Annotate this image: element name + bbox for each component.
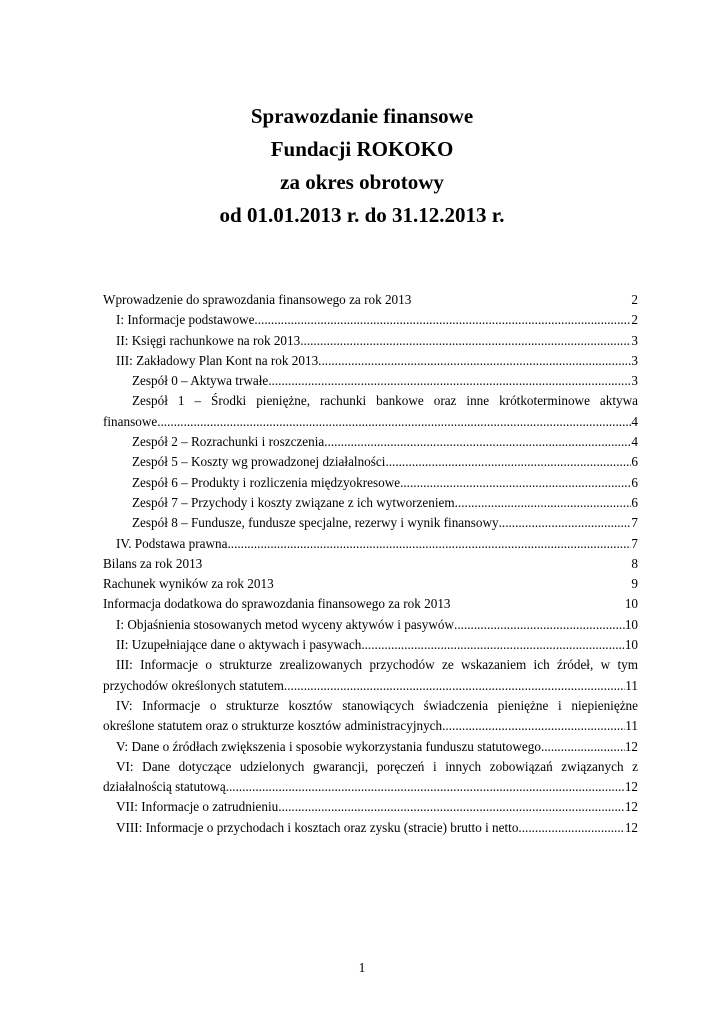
toc-leader bbox=[324, 432, 631, 452]
toc-entry-page: 11 bbox=[625, 677, 638, 693]
toc-entry-title-cont: działalnością statutową bbox=[103, 779, 226, 795]
title-line-4: od 01.01.2013 r. do 31.12.2013 r. bbox=[219, 203, 505, 227]
toc-entry-page: 3 bbox=[631, 332, 638, 348]
toc-entry[interactable] bbox=[103, 391, 638, 432]
toc-leader bbox=[442, 716, 625, 736]
toc-entry-title: II: Księgi rachunkowe na rok 2013 bbox=[116, 332, 301, 348]
toc-entry[interactable] bbox=[103, 554, 638, 574]
toc-entry-page: 10 bbox=[624, 616, 638, 632]
toc-leader bbox=[157, 412, 631, 432]
toc-entry-title: Zespół 5 – Koszty wg prowadzonej działalności bbox=[132, 454, 386, 470]
toc-leader bbox=[226, 777, 625, 797]
toc-entry-page: 12 bbox=[624, 799, 638, 815]
toc-entry[interactable] bbox=[103, 452, 638, 472]
toc-entry-page: 7 bbox=[631, 535, 638, 551]
toc-entry[interactable] bbox=[103, 290, 638, 310]
toc-entry-title: I: Informacje podstawowe bbox=[116, 312, 255, 328]
toc-leader bbox=[284, 676, 625, 696]
toc-leader bbox=[300, 331, 631, 351]
page-number: 1 bbox=[358, 960, 366, 975]
title-line-1: Sprawozdanie finansowe bbox=[250, 104, 474, 128]
toc-entry-title: VII: Informacje o zatrudnieniu bbox=[116, 799, 279, 815]
toc-entry-page: 6 bbox=[631, 494, 638, 510]
toc-entry-title: VIII: Informacje o przychodach i kosztach oraz zysku (stracie) brutto i netto bbox=[116, 819, 519, 835]
toc-entry-title: III: Informacje o strukturze zrealizowanych przychodów ze wskazaniem ich źródeł, w tym bbox=[116, 657, 638, 673]
title-line-3: za okres obrotowy bbox=[280, 170, 444, 194]
toc-entry[interactable] bbox=[103, 513, 638, 533]
toc-entry-page: 11 bbox=[625, 718, 638, 734]
toc-entry-page: 2 bbox=[631, 292, 638, 307]
toc-leader bbox=[278, 797, 625, 817]
table-of-contents bbox=[103, 290, 638, 838]
title-line-2: Fundacji ROKOKO bbox=[270, 137, 454, 161]
toc-entry-continuation bbox=[103, 716, 638, 736]
toc-entry-title: II: Uzupełniające dane o aktywach i pasywach bbox=[116, 637, 362, 653]
toc-entry[interactable] bbox=[103, 351, 638, 371]
toc-entry[interactable] bbox=[103, 331, 638, 351]
toc-entry[interactable] bbox=[103, 635, 638, 655]
toc-leader bbox=[227, 534, 631, 554]
toc-entry-continuation bbox=[103, 777, 638, 797]
toc-entry-title: Zespół 2 – Rozrachunki i roszczenia bbox=[132, 434, 325, 450]
toc-leader bbox=[268, 371, 631, 391]
toc-entry-title: Zespół 8 – Fundusze, fundusze specjalne, rezerwy i wynik finansowy bbox=[132, 515, 499, 531]
toc-leader bbox=[541, 737, 625, 757]
toc-entry-page: 10 bbox=[624, 596, 638, 612]
toc-entry-title: V: Dane o źródłach zwiększenia i sposobie wykorzystania funduszu statutowego bbox=[116, 738, 541, 754]
toc-entry-title: IV. Podstawa prawna bbox=[116, 535, 228, 551]
toc-entry[interactable] bbox=[103, 737, 638, 757]
toc-entry-title: Bilans za rok 2013 bbox=[103, 555, 203, 571]
toc-entry[interactable] bbox=[103, 757, 638, 798]
toc-entry-title: I: Objaśnienia stosowanych metod wyceny aktywów i pasywów bbox=[116, 616, 455, 632]
toc-leader bbox=[318, 351, 631, 371]
toc-leader bbox=[361, 635, 624, 655]
toc-entry-page: 7 bbox=[631, 515, 638, 531]
toc-entry-title: Zespół 7 – Przychody i koszty związane z ich wytworzeniem bbox=[132, 494, 455, 510]
toc-leader bbox=[499, 513, 632, 533]
toc-entry-page: 3 bbox=[631, 373, 638, 389]
toc-entry-page: 10 bbox=[624, 637, 638, 653]
toc-entry-continuation bbox=[103, 412, 638, 432]
toc-entry[interactable] bbox=[103, 473, 638, 493]
toc-entry-page: 3 bbox=[631, 352, 638, 368]
toc-entry[interactable] bbox=[103, 534, 638, 554]
toc-leader bbox=[400, 473, 631, 493]
toc-entry-page: 6 bbox=[631, 454, 638, 470]
toc-entry-page: 12 bbox=[624, 738, 638, 754]
toc-entry[interactable] bbox=[103, 310, 638, 330]
toc-entry-page: 4 bbox=[631, 413, 638, 429]
toc-entry-page: 2 bbox=[631, 312, 638, 328]
toc-entry[interactable] bbox=[103, 655, 638, 696]
toc-entry[interactable] bbox=[103, 797, 638, 817]
toc-leader bbox=[455, 493, 632, 513]
toc-entry-page: 12 bbox=[624, 819, 638, 835]
toc-entry[interactable] bbox=[103, 493, 638, 513]
toc-entry-title: Zespół 0 – Aktywa trwałe bbox=[132, 373, 269, 389]
toc-entry[interactable] bbox=[103, 574, 638, 594]
toc-entry-page: 4 bbox=[631, 434, 638, 450]
toc-entry-page: 9 bbox=[631, 576, 638, 592]
toc-entry-page: 12 bbox=[624, 779, 638, 795]
toc-entry[interactable] bbox=[103, 818, 638, 838]
toc-leader bbox=[254, 310, 631, 330]
toc-leader bbox=[454, 615, 625, 635]
toc-entry-continuation bbox=[103, 676, 638, 696]
toc-entry-title: Zespół 1 – Środki pieniężne, rachunki bankowe oraz inne krótkoterminowe aktywa bbox=[132, 393, 638, 409]
toc-entry[interactable] bbox=[103, 696, 638, 737]
toc-entry-title-cont: określone statutem oraz o strukturze kosztów administracyjnych bbox=[103, 718, 443, 734]
toc-leader bbox=[385, 452, 631, 472]
toc-entry-page: 6 bbox=[631, 474, 638, 490]
toc-entry-title: VI: Dane dotyczące udzielonych gwarancji, poręczeń i innych zobowiązań związanych z bbox=[116, 758, 638, 774]
toc-entry-title-cont: finansowe bbox=[103, 413, 158, 429]
toc-entry-title: Zespół 6 – Produkty i rozliczenia międzyokresowe bbox=[132, 474, 401, 490]
toc-leader bbox=[518, 818, 624, 838]
document-title bbox=[0, 100, 724, 232]
toc-entry-page: 8 bbox=[631, 555, 638, 571]
toc-entry[interactable] bbox=[103, 615, 638, 635]
toc-entry[interactable] bbox=[103, 371, 638, 391]
toc-entry-title: Informacja dodatkowa do sprawozdania finansowego za rok 2013 bbox=[103, 596, 451, 612]
toc-entry-title: Wprowadzenie do sprawozdania finansowego za rok 2013 bbox=[103, 292, 412, 307]
toc-entry[interactable] bbox=[103, 432, 638, 452]
toc-entry-title: IV: Informacje o strukturze kosztów stanowiących świadczenia pieniężne i niepieniężne bbox=[116, 697, 638, 713]
toc-entry-title: III: Zakładowy Plan Kont na rok 2013 bbox=[116, 352, 319, 368]
toc-entry-title: Rachunek wyników za rok 2013 bbox=[103, 576, 274, 592]
toc-entry[interactable] bbox=[103, 594, 638, 614]
toc-entry-title-cont: przychodów określonych statutem bbox=[103, 677, 284, 693]
